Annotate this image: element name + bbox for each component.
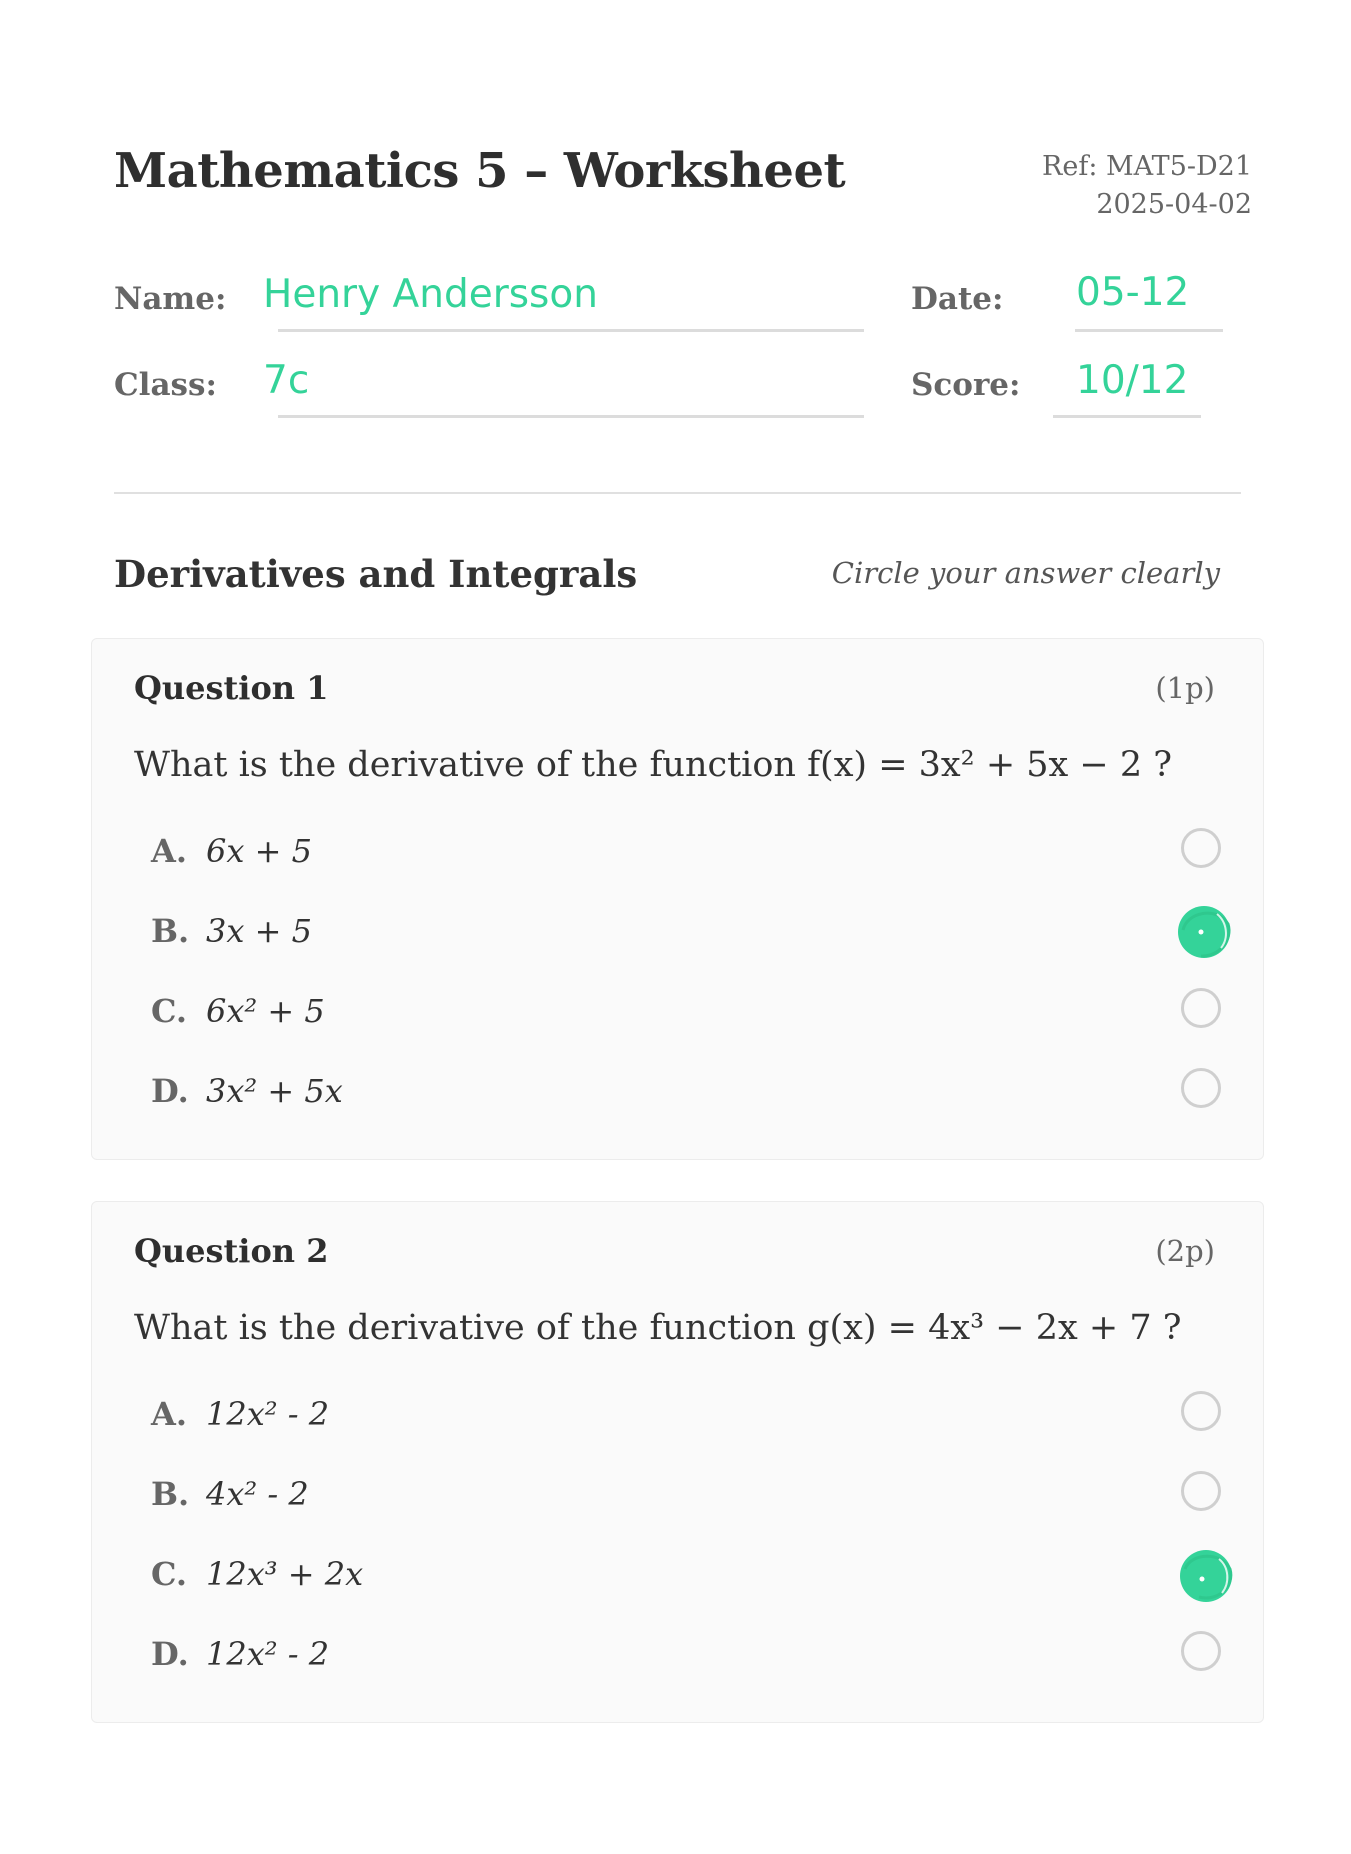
question-title: Question 2 (134, 1232, 329, 1270)
question-points: (2p) (1155, 1234, 1215, 1268)
radio-circle[interactable] (1181, 828, 1221, 868)
reference-date: 2025-04-02 (1096, 189, 1252, 220)
option-text: 12x² - 2 (206, 1635, 330, 1673)
question-title: Question 1 (134, 669, 329, 707)
radio-circle[interactable] (1181, 1631, 1221, 1671)
date-value[interactable]: 05-12 (1076, 270, 1190, 315)
option-text: 12x³ + 2x (206, 1555, 364, 1593)
option-letter: A. (151, 1395, 187, 1433)
option-text: 3x² + 5x (206, 1072, 343, 1110)
date-label: Date: (911, 281, 1004, 317)
score-field-line (1053, 415, 1201, 418)
radio-circle[interactable] (1181, 1068, 1221, 1108)
radio-circle[interactable] (1181, 1471, 1221, 1511)
option-c[interactable] (151, 1547, 1231, 1607)
question-text: What is the derivative of the function g(x) = 4x³ − 2x + 7 ? (134, 1308, 1182, 1348)
option-letter: C. (151, 992, 188, 1030)
option-c[interactable] (151, 984, 1231, 1044)
reference-block (1042, 148, 1252, 224)
question-card-1 (91, 638, 1264, 1160)
option-b[interactable] (151, 904, 1231, 964)
date-field-line (1075, 329, 1223, 332)
class-label: Class: (114, 367, 217, 403)
option-letter: D. (151, 1072, 189, 1110)
name-value[interactable]: Henry Andersson (263, 272, 598, 317)
class-field-line (278, 415, 864, 418)
option-b[interactable] (151, 1467, 1231, 1527)
section-instruction: Circle your answer clearly (831, 556, 1220, 590)
score-label: Score: (911, 367, 1021, 403)
score-value[interactable]: 10/12 (1076, 358, 1189, 403)
name-field-line (278, 329, 864, 332)
class-value[interactable]: 7c (263, 358, 310, 403)
option-d[interactable] (151, 1627, 1231, 1687)
option-letter: B. (151, 1475, 190, 1513)
option-letter: B. (151, 912, 190, 950)
option-a[interactable] (151, 1387, 1231, 1447)
option-text: 6x² + 5 (206, 992, 325, 1030)
scribble-fill-icon (1177, 904, 1233, 960)
scribble-fill-icon (1177, 1547, 1233, 1603)
radio-circle[interactable] (1181, 988, 1221, 1028)
option-d[interactable] (151, 1064, 1231, 1124)
reference-code: Ref: MAT5-D21 (1042, 151, 1252, 182)
radio-circle-filled[interactable] (1181, 1551, 1221, 1591)
question-points: (1p) (1155, 671, 1215, 705)
option-a[interactable] (151, 824, 1231, 884)
question-text: What is the derivative of the function f(x) = 3x² + 5x − 2 ? (134, 745, 1173, 785)
header-divider (114, 492, 1241, 494)
radio-circle-filled[interactable] (1181, 908, 1221, 948)
section-title: Derivatives and Integrals (114, 552, 638, 596)
option-letter: D. (151, 1635, 189, 1673)
option-text: 4x² - 2 (206, 1475, 309, 1513)
question-card-2 (91, 1201, 1264, 1723)
option-text: 6x + 5 (206, 832, 312, 870)
option-text: 12x² - 2 (206, 1395, 330, 1433)
option-letter: C. (151, 1555, 188, 1593)
option-letter: A. (151, 832, 187, 870)
page-title: Mathematics 5 – Worksheet (114, 143, 846, 199)
radio-circle[interactable] (1181, 1391, 1221, 1431)
option-text: 3x + 5 (206, 912, 312, 950)
name-label: Name: (114, 281, 227, 317)
